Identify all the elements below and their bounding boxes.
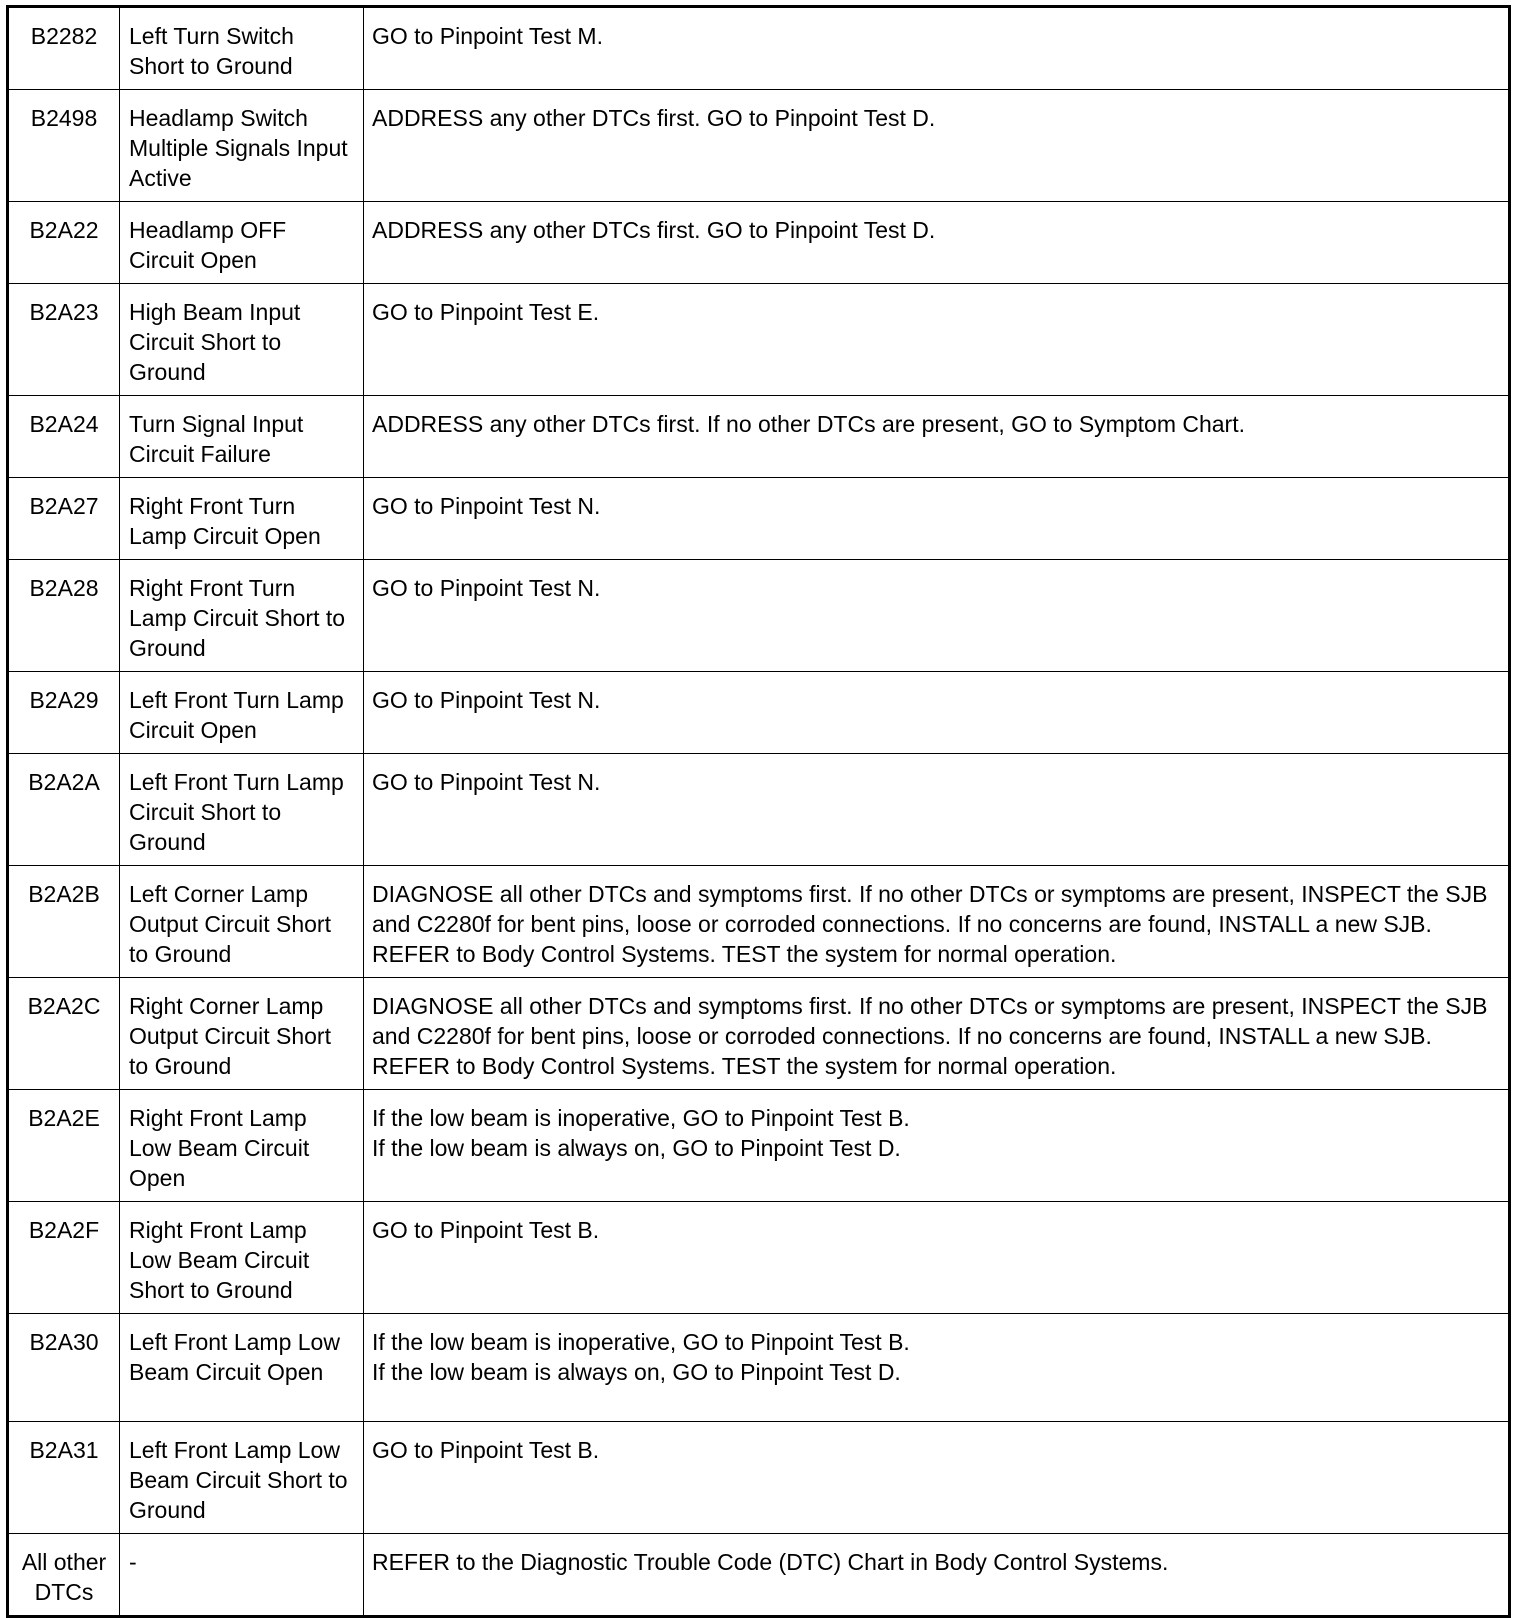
dtc-code-cell: B2A27 [8,478,120,560]
dtc-description-cell: Left Front Turn Lamp Circuit Short to Ground [120,754,364,866]
dtc-description-cell: Left Front Turn Lamp Circuit Open [120,672,364,754]
table-row [8,560,1510,672]
dtc-code-cell: B2A30 [8,1314,120,1422]
table-row [8,7,1510,90]
table-row [8,202,1510,284]
table-row [8,1314,1510,1422]
table-row [8,1534,1510,1617]
dtc-table-body [8,7,1510,1617]
dtc-action-cell: GO to Pinpoint Test E. [364,284,1510,396]
dtc-action-cell: ADDRESS any other DTCs first. GO to Pinpoint Test D. [364,90,1510,202]
table-row [8,978,1510,1090]
dtc-description-cell: Left Front Lamp Low Beam Circuit Short to Ground [120,1422,364,1534]
dtc-action-cell: GO to Pinpoint Test M. [364,7,1510,90]
table-row [8,866,1510,978]
dtc-description-cell: Right Front Turn Lamp Circuit Open [120,478,364,560]
dtc-code-cell: B2A2F [8,1202,120,1314]
table-row [8,1202,1510,1314]
dtc-code-cell: B2A2A [8,754,120,866]
dtc-action-cell: GO to Pinpoint Test N. [364,478,1510,560]
dtc-description-cell: Turn Signal Input Circuit Failure [120,396,364,478]
dtc-action-cell: GO to Pinpoint Test B. [364,1422,1510,1534]
dtc-description-cell: Left Turn Switch Short to Ground [120,7,364,90]
table-row [8,754,1510,866]
dtc-code-cell: B2A23 [8,284,120,396]
dtc-code-cell: B2A2B [8,866,120,978]
dtc-action-cell: If the low beam is inoperative, GO to Pinpoint Test B. If the low beam is always on, GO to Pinpoint Test D. [364,1314,1510,1422]
dtc-description-cell: High Beam Input Circuit Short to Ground [120,284,364,396]
table-row [8,1422,1510,1534]
dtc-description-cell: Right Corner Lamp Output Circuit Short to Ground [120,978,364,1090]
dtc-action-cell: DIAGNOSE all other DTCs and symptoms first. If no other DTCs or symptoms are present, INSPECT the SJB and C2280f for bent pins, loose or corroded connections. If no concerns are found, INSTALL a new SJB. REFER to Body Control Systems. TEST the system for normal operation. [364,978,1510,1090]
table-row [8,478,1510,560]
table-row [8,396,1510,478]
dtc-action-cell: ADDRESS any other DTCs first. If no other DTCs are present, GO to Symptom Chart. [364,396,1510,478]
dtc-action-cell: GO to Pinpoint Test B. [364,1202,1510,1314]
dtc-action-cell: If the low beam is inoperative, GO to Pinpoint Test B. If the low beam is always on, GO to Pinpoint Test D. [364,1090,1510,1202]
dtc-action-cell: GO to Pinpoint Test N. [364,560,1510,672]
dtc-description-cell: Right Front Turn Lamp Circuit Short to Ground [120,560,364,672]
dtc-action-cell: DIAGNOSE all other DTCs and symptoms first. If no other DTCs or symptoms are present, INSPECT the SJB and C2280f for bent pins, loose or corroded connections. If no concerns are found, INSTALL a new SJB. REFER to Body Control Systems. TEST the system for normal operation. [364,866,1510,978]
dtc-description-cell: Headlamp OFF Circuit Open [120,202,364,284]
dtc-code-cell: B2A24 [8,396,120,478]
dtc-action-cell: REFER to the Diagnostic Trouble Code (DTC) Chart in Body Control Systems. [364,1534,1510,1617]
dtc-code-cell: B2A2E [8,1090,120,1202]
dtc-code-cell: B2A31 [8,1422,120,1534]
table-row [8,90,1510,202]
dtc-action-cell: GO to Pinpoint Test N. [364,672,1510,754]
dtc-code-cell: All other DTCs [8,1534,120,1617]
dtc-code-cell: B2A28 [8,560,120,672]
dtc-description-cell: - [120,1534,364,1617]
dtc-action-cell: GO to Pinpoint Test N. [364,754,1510,866]
dtc-code-cell: B2282 [8,7,120,90]
dtc-code-cell: B2A2C [8,978,120,1090]
dtc-action-cell: ADDRESS any other DTCs first. GO to Pinpoint Test D. [364,202,1510,284]
dtc-code-cell: B2A29 [8,672,120,754]
dtc-code-cell: B2A22 [8,202,120,284]
table-row [8,672,1510,754]
table-row [8,284,1510,396]
dtc-table [6,5,1511,1618]
dtc-description-cell: Right Front Lamp Low Beam Circuit Short to Ground [120,1202,364,1314]
dtc-description-cell: Left Corner Lamp Output Circuit Short to Ground [120,866,364,978]
dtc-description-cell: Headlamp Switch Multiple Signals Input Active [120,90,364,202]
table-row [8,1090,1510,1202]
dtc-description-cell: Left Front Lamp Low Beam Circuit Open [120,1314,364,1422]
dtc-description-cell: Right Front Lamp Low Beam Circuit Open [120,1090,364,1202]
dtc-code-cell: B2498 [8,90,120,202]
